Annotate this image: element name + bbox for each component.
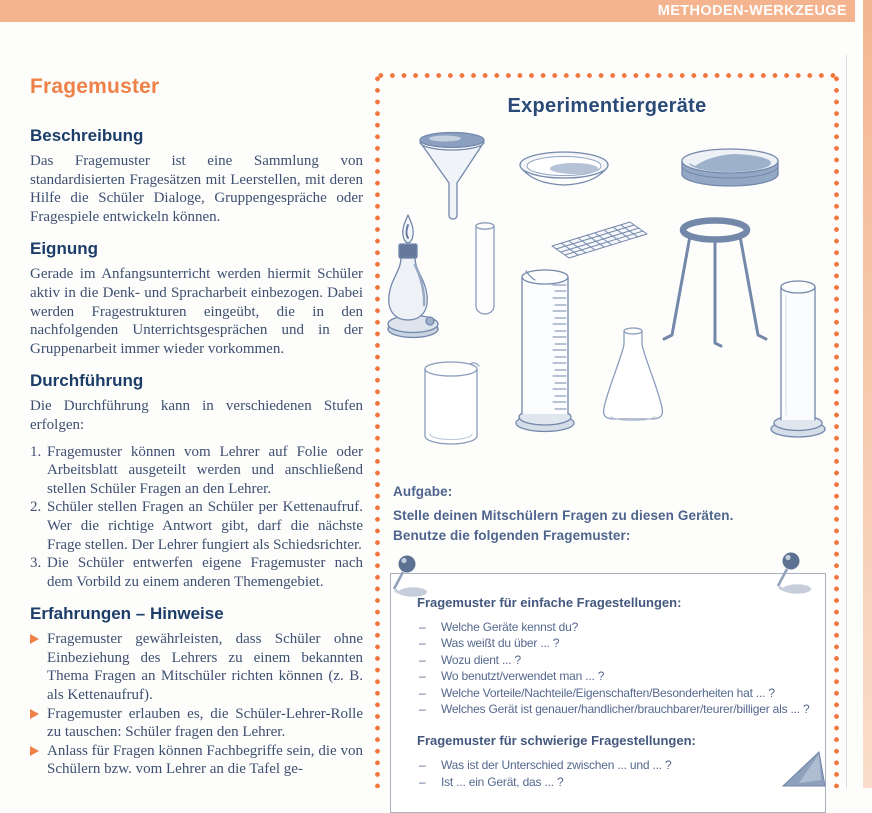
page-title: Fragemuster: [30, 75, 160, 98]
question-item: [417, 652, 815, 668]
hint-item: [30, 705, 363, 742]
dash: –: [419, 669, 426, 684]
step-text: Schüler stellen Fragen an Schüler per Kettenaufruf. Wer die richtige Antwort gibt, darf die nächste Frage stellen. Der Lehrer fungiert als Schiedsrichter.: [47, 499, 363, 553]
wire-gauze-icon: [552, 222, 647, 258]
question-item: [417, 668, 815, 684]
dotted-border-top: [375, 73, 839, 78]
funnel-icon: [420, 133, 484, 220]
steps-list: [30, 443, 363, 592]
article-column: [30, 70, 363, 779]
question-item: [417, 635, 815, 651]
erlenmeyer-flask-icon: [604, 328, 663, 421]
dash: –: [419, 758, 426, 773]
pushpin-icon: [769, 542, 817, 596]
worksheet-title: Experimentiergeräte: [507, 95, 707, 117]
question-text: Wo benutzt/verwendet man ... ?: [441, 669, 605, 684]
task-line-1: Stelle deinen Mitschülern Fragen zu diesen Geräten.: [393, 508, 734, 523]
section-body-beschreibung: Das Fragemuster ist eine Sammlung von standardisierten Fragesätzen mit Leerstellen, mit deren Hilfe die Schüler Dialoge, Gruppengespräche oder Fragespiele entwickeln können.: [30, 153, 363, 225]
glass-cylinder-icon: [771, 281, 825, 437]
pushpin-icon: [385, 545, 433, 599]
dash: –: [419, 774, 426, 789]
page-edge-strip: [863, 0, 872, 788]
dash: –: [419, 702, 426, 717]
step-number: 2.: [30, 499, 42, 516]
question-text: Was ist der Unterschied zwischen ... und ... ?: [441, 758, 672, 773]
question-item: [417, 701, 815, 717]
section-body-eignung: Gerade im Anfangsunterricht werden hiermit Schüler aktiv in die Denk- und Spracharbeit einbezogen. Dabei werden Fragestrukturen eingeübt, die in den nachfolgenden Unterrichtsgesprächen und in der Gruppenarbeit immer wieder vorkommen.: [30, 266, 363, 357]
bullet-triangle-icon: [30, 709, 39, 719]
hint-text: Anlass für Fragen können Fachbegriffe sein, die von Schülern bzw. vom Lehrer an die Tafel ge-: [47, 742, 363, 778]
test-tube-icon: [476, 223, 494, 314]
task-line-2: Benutze die folgenden Fragemuster:: [393, 528, 631, 543]
question-note: [390, 573, 826, 813]
question-text: Ist ... ein Gerät, das ... ?: [441, 774, 564, 789]
bullet-triangle-icon: [30, 634, 39, 644]
tripod-icon: [664, 221, 766, 347]
step-item: [30, 498, 363, 554]
dotted-border-right: [834, 73, 839, 788]
hint-text: Fragemuster erlauben es, die Schüler-Lehrer-Rolle zu tauschen: Schüler fragen den Lehrer.: [47, 705, 363, 741]
worksheet-panel: [375, 73, 839, 788]
note-heading-hard: Fragemuster für schwierige Fragestellungen:: [417, 733, 696, 749]
spirit-burner-icon: [388, 215, 438, 338]
hints-list: [30, 630, 363, 779]
petri-dish-icon: [682, 149, 778, 186]
dash: –: [419, 620, 426, 634]
question-item: [417, 685, 815, 701]
page-curl-icon: [775, 750, 827, 788]
step-text: Fragemuster können vom Lehrer auf Folie oder Arbeitsblatt ausgeteilt werden und anschließend stellen Schüler Fragen an den Lehrer.: [47, 443, 363, 497]
section-heading-beschreibung: Beschreibung: [30, 126, 144, 145]
dash: –: [419, 652, 426, 667]
task-label: Aufgabe:: [393, 484, 453, 499]
header-bar: [0, 0, 855, 22]
question-text: Wozu dient ... ?: [441, 652, 521, 667]
hint-item: [30, 630, 363, 704]
dash: –: [419, 636, 426, 651]
question-text: Was weißt du über ... ?: [441, 636, 560, 651]
evaporating-dish-icon: [520, 152, 608, 185]
measuring-cylinder-icon: [516, 270, 574, 432]
note-heading-easy: Fragemuster für einfache Fragestellungen:: [417, 595, 682, 610]
section-heading-eignung: Eignung: [30, 239, 98, 259]
question-item: [417, 619, 815, 635]
header-label: METHODEN-WERKZEUGE: [657, 3, 847, 19]
step-item: [30, 443, 363, 499]
step-number: 3.: [30, 555, 42, 572]
dotted-border-left: [375, 73, 380, 788]
question-item: [417, 757, 815, 773]
equipment-illustration: [385, 125, 830, 465]
hint-item: [30, 742, 363, 779]
bullet-triangle-icon: [30, 746, 39, 756]
step-text: Die Schüler entwerfen eigene Fragemuster nach dem Vorbild zu einem anderen Themengebiet.: [47, 555, 363, 590]
dash: –: [419, 685, 426, 700]
step-number: 1.: [30, 443, 42, 460]
question-text: Welche Geräte kennst du?: [441, 620, 579, 634]
section-heading-durchfuehrung: Durchführung: [30, 371, 144, 391]
question-text: Welches Gerät ist genauer/handlicher/brauchbarer/teurer/billiger als ... ?: [441, 702, 810, 717]
hint-text: Fragemuster gewährleisten, dass Schüler ohne Einbeziehung des Lehrers zu einem bekannten Thema Fragen an Mitschüler richten können (z. B. als Kettenaufruf).: [47, 631, 363, 704]
beaker-icon: [425, 362, 479, 444]
section-heading-erfahrungen: Erfahrungen – Hinweise: [30, 604, 224, 624]
step-item: [30, 554, 363, 591]
durchfuehrung-intro: Die Durchführung kann in verschiedenen Stufen erfolgen:: [30, 398, 363, 433]
question-text: Welche Vorteile/Nachteile/Eigenschaften/Besonderheiten hat ... ?: [441, 685, 775, 700]
page-edge-line: [846, 55, 847, 788]
